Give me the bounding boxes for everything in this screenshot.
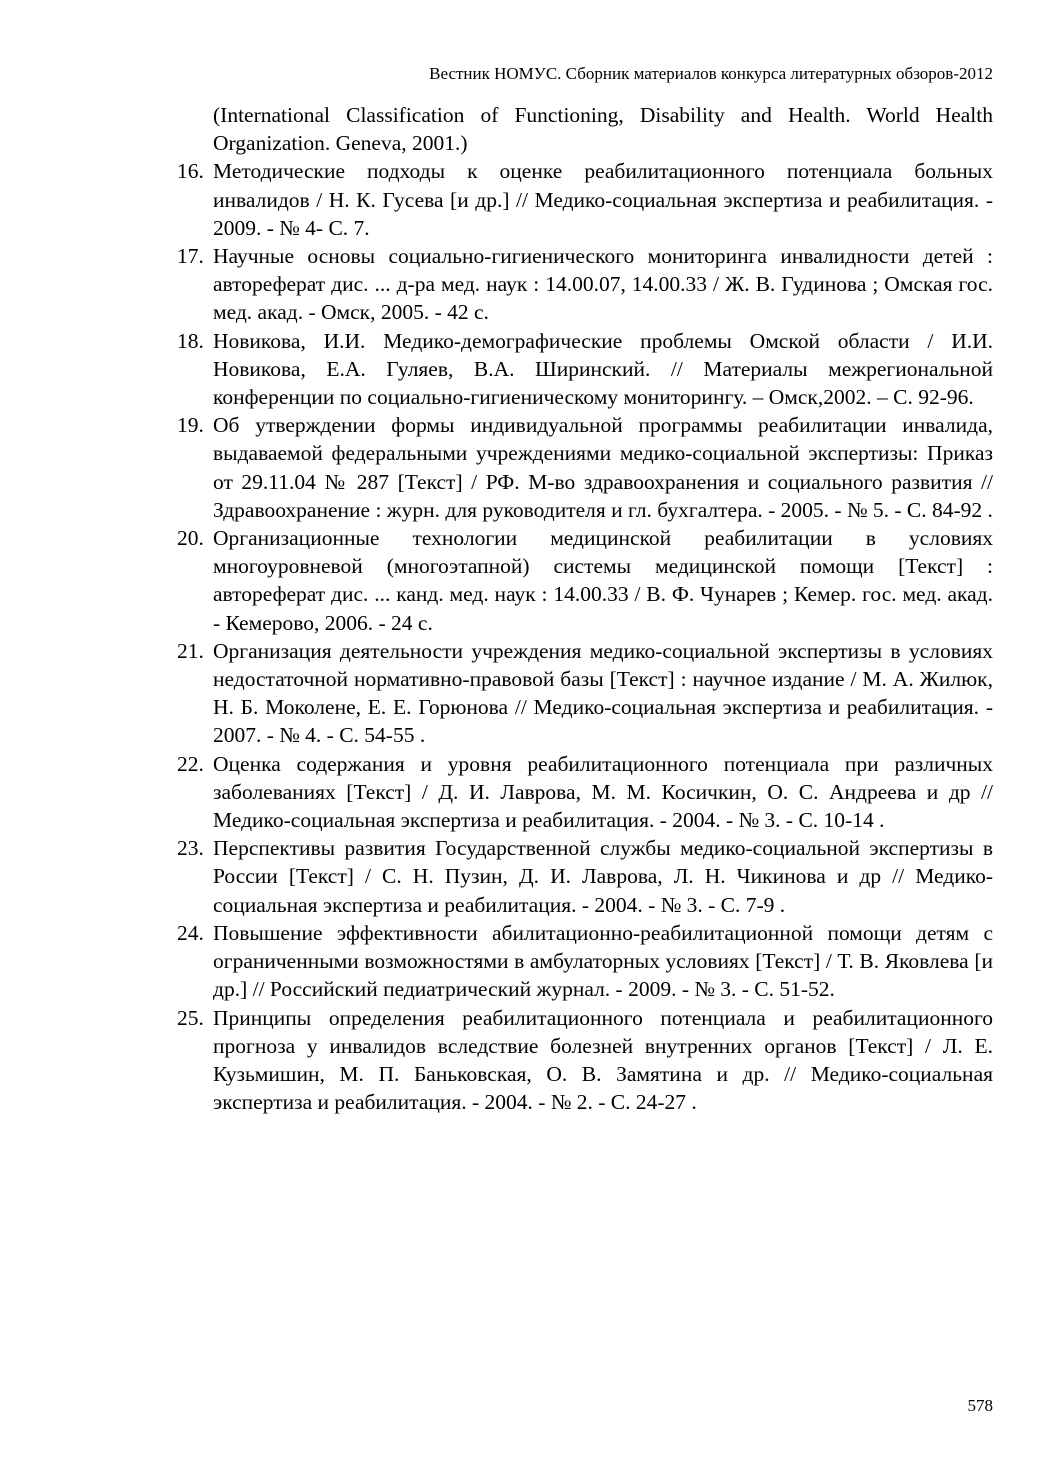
reference-item-24 [177, 919, 993, 1004]
reference-item-18 [177, 327, 993, 412]
reference-item-22 [177, 750, 993, 835]
reference-item-20 [177, 524, 993, 637]
reference-text: (International Classification of Functioning, Disability and Health. World Health Organization. Geneva, 2001.) [213, 103, 993, 156]
reference-item-25 [177, 1004, 993, 1117]
reference-item-23 [177, 834, 993, 919]
reference-text: Научные основы социально-гигиенического мониторинга инвалидности детей : автореферат дис. ... д-ра мед. наук : 14.00.07, 14.00.33 / Ж. В. Гудинова ; Омская гос. мед. акад. - Омск, 2005. - 42 с. [213, 244, 993, 325]
reference-number: 20. [177, 526, 204, 551]
reference-list [177, 101, 993, 1116]
reference-text: Повышение эффективности абилитационно-реабилитационной помощи детям с ограниченными возможностями в амбулаторных условиях [Текст] / Т. В. Яковлева [и др.] // Российский педиатрический журнал. - 2009. - № 3. - С. 51-52. [213, 920, 993, 1002]
reference-text: Перспективы развития Государственной службы медико-социальной экспертизы в России [Текст] / С. Н. Пузин, Д. И. Лаврова, Л. Н. Чикинова и др // Медико-социальная экспертиза и реабилитация. - 2004. - № 3. - С. 7-9 . [213, 836, 993, 917]
reference-number: 17. [177, 244, 204, 269]
reference-number: 25. [177, 1005, 204, 1030]
reference-number: 22. [177, 751, 204, 776]
reference-number: 24. [177, 920, 204, 945]
reference-text: Об утверждении формы индивидуальной программы реабилитации инвалида, выдаваемой федеральными учреждениями медико-социальной экспертизы: Приказ от 29.11.04 № 287 [Текст] / РФ. М-во здравоохранения и социального развития // Здравоохранение : журн. для руководителя и гл. бухгалтера. - 2005. - № 5. - С. 84-92 . [213, 413, 993, 522]
reference-item-21 [177, 637, 993, 750]
reference-number: 19. [177, 413, 204, 438]
reference-text: Организационные технологии медицинской реабилитации в условиях многоуровневой (многоэтапной) системы медицинской помощи [Текст] : автореферат дис. ... канд. мед. наук : 14.00.33 / В. Ф. Чунарев ; Кемер. гос. мед. акад. - Кемерово, 2006. - 24 с. [213, 526, 993, 635]
reference-number: 18. [177, 328, 204, 353]
reference-number: 23. [177, 836, 204, 861]
reference-text: Организация деятельности учреждения медико-социальной экспертизы в условиях недостаточной нормативно-правовой базы [Текст] : научное издание / М. А. Жилюк, Н. Б. Моколене, Е. Е. Горюнова // Медико-социальная экспертиза и реабилитация. - 2007. - № 4. - С. 54-55 . [213, 638, 993, 748]
reference-item-17 [177, 242, 993, 327]
reference-text: Новикова, И.И. Медико-демографические проблемы Омской области / И.И. Новикова, Е.А. Гуляев, В.А. Ширинский. // Материалы межрегиональной конференции по социально-гигиеническому мониторингу. – Омск,2002. – С. 92-96. [213, 328, 993, 410]
reference-number: 21. [177, 638, 204, 663]
reference-text: Методические подходы к оценке реабилитационного потенциала больных инвалидов / Н. К. Гусева [и др.] // Медико-социальная экспертиза и реабилитация. - 2009. - № 4- С. 7. [213, 159, 993, 240]
running-header: Вестник НОМУС. Сборник материалов конкурса литературных обзоров-2012 [429, 64, 993, 83]
reference-text: Оценка содержания и уровня реабилитационного потенциала при различных заболеваниях [Текст] / Д. И. Лаврова, М. М. Косичкин, О. С. Андреева и др // Медико-социальная экспертиза и реабилитация. - 2004. - № 3. - С. 10-14 . [213, 751, 993, 833]
reference-number: 16. [177, 159, 204, 184]
reference-item-19 [177, 411, 993, 524]
reference-text: Принципы определения реабилитационного потенциала и реабилитационного прогноза у инвалидов вследствие болезней внутренних органов [Текст] / Л. Е. Кузьмишин, М. П. Баньковская, О. В. Замятина и др. // Медико-социальная экспертиза и реабилитация. - 2004. - № 2. - С. 24-27 . [213, 1005, 993, 1115]
reference-item-15-continued [177, 101, 993, 157]
page-number: 578 [967, 1396, 993, 1415]
reference-item-16 [177, 157, 993, 242]
